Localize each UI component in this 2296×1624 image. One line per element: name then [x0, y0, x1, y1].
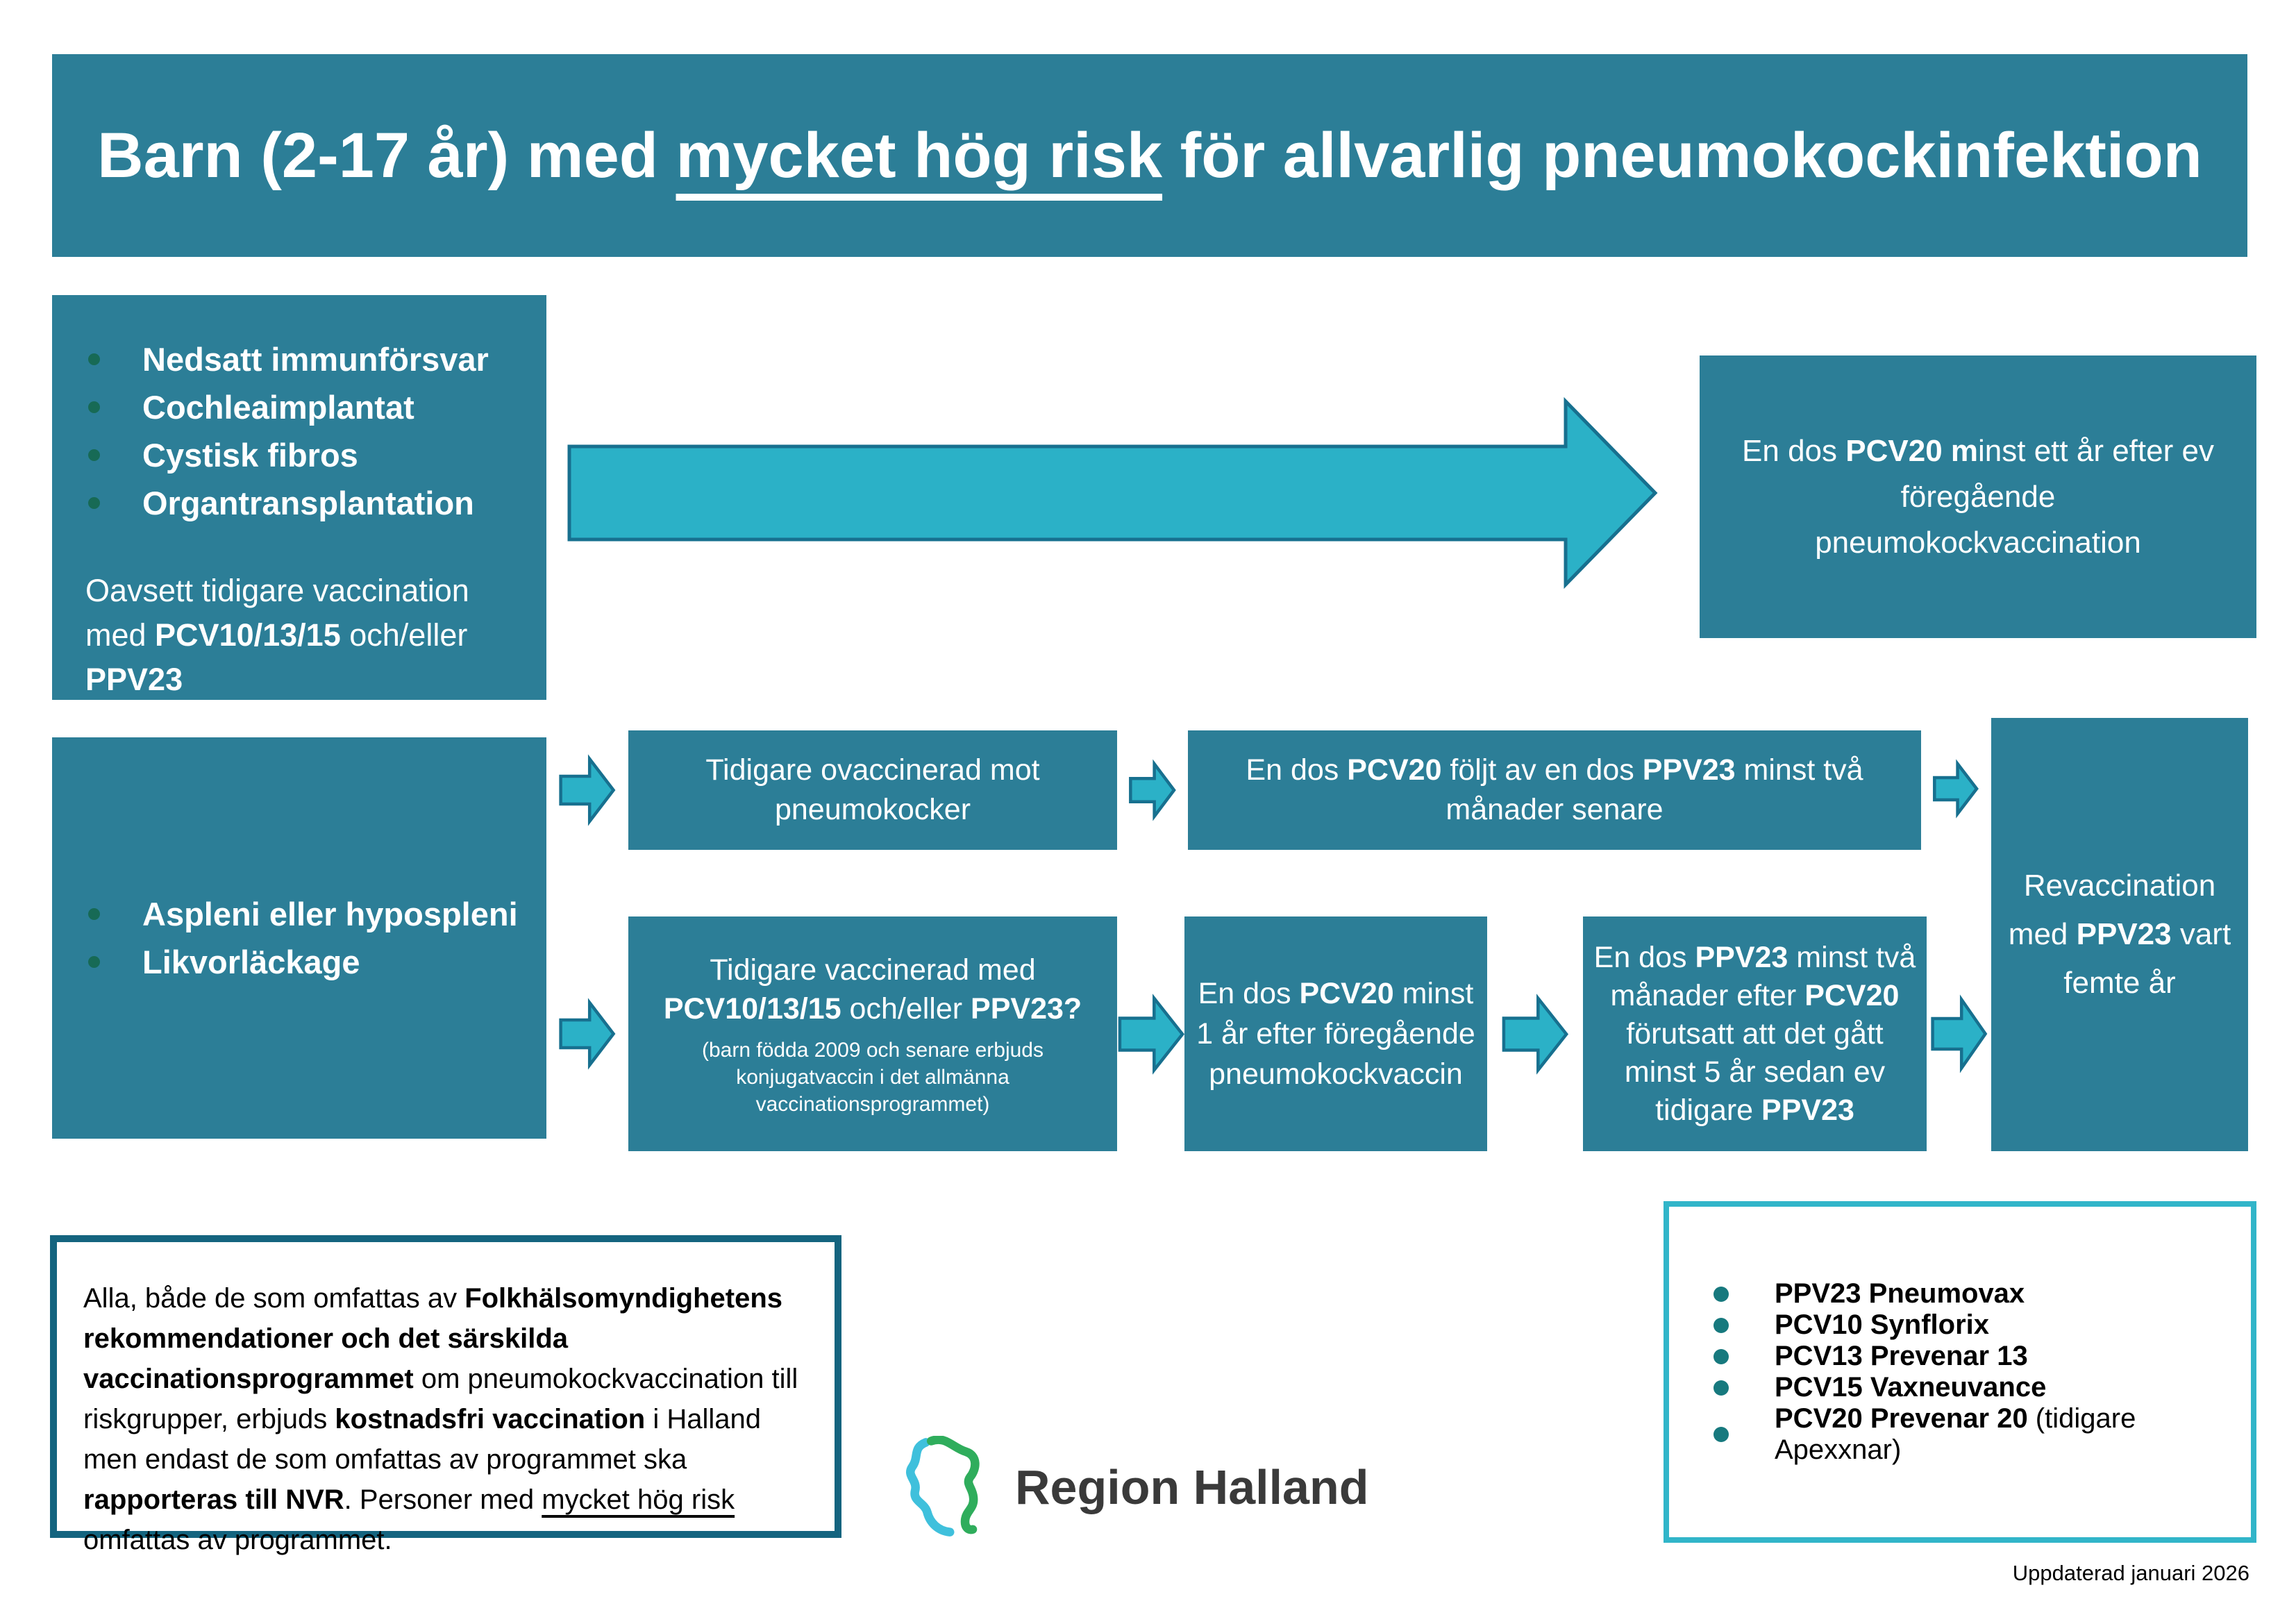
page-title [52, 54, 2247, 257]
flow-arrow-icon [1118, 994, 1184, 1074]
region-halland-logo [898, 1436, 1368, 1539]
list-item: PPV23 Pneumovax [1669, 1278, 2251, 1309]
flow-box-pcv20-one-year-after: En dos PCV20 minst 1 år efter föregående pneumokockvaccin [1184, 916, 1487, 1151]
title-underlined-phrase: mycket hög risk [676, 119, 1163, 191]
list-item: Organtransplantation [73, 479, 526, 527]
risk-bullet-list [73, 890, 526, 986]
region-halland-logo-text: Region Halland [1015, 1460, 1369, 1514]
flow-arrow-icon [560, 755, 615, 825]
risk-box-note: Oavsett tidigare vaccination med PCV10/13/15 och/eller PPV23 [85, 573, 469, 697]
list-item: Aspleni eller hypospleni [73, 890, 526, 938]
vaccine-legend-box [1664, 1201, 2256, 1543]
flow-arrow-icon [1502, 994, 1568, 1074]
vaccine-list [1669, 1278, 2251, 1466]
list-item: Cochleaimplantat [73, 383, 526, 431]
big-flow-arrow-icon [568, 396, 1658, 590]
note-underlined-phrase: mycket hög risk [542, 1484, 735, 1515]
list-item: PCV13 Prevenar 13 [1669, 1341, 2251, 1372]
page-title-text: Barn (2-17 år) med mycket hög risk för allvarlig pneumokockinfektion [97, 119, 2202, 191]
list-item: Likvorläckage [73, 938, 526, 986]
risk-bullet-list [73, 335, 526, 527]
list-item: Nedsatt immunförsvar [73, 335, 526, 383]
program-info-note: Alla, både de som omfattas av Folkhälsomyndighetens rekommendationer och det särskilda vaccinationsprogrammet om pneumokockvaccination till riskgrupper, erbjuds kostnadsfri vaccination i Halland men endast de som omfattas av programmet ska rapporteras till NVR. Personer med mycket hög risk omfattas av programmet. [50, 1235, 841, 1538]
updated-date: Uppdaterad januari 2026 [2012, 1561, 2249, 1585]
flow-arrow-icon [1130, 761, 1175, 819]
risk-group-box-aspleni [52, 737, 546, 1139]
list-item: PCV10 Synflorix [1669, 1309, 2251, 1341]
risk-group-box-immunocompromised [52, 295, 546, 700]
list-item: Cystisk fibros [73, 431, 526, 479]
list-item: PCV20 Prevenar 20 (tidigare Apexxnar) [1669, 1403, 2251, 1466]
flow-box-fine-print: (barn födda 2009 och senare erbjuds konjugatvaccin i det allmänna vaccinationsprogrammet) [701, 1038, 1044, 1116]
flow-box-pcv20-one-year: En dos PCV20 minst ett år efter ev föregående pneumokockvaccination [1700, 355, 2256, 638]
region-halland-logo-icon [898, 1436, 991, 1539]
flow-arrow-icon [560, 999, 615, 1069]
flow-box-previously-unvaccinated: Tidigare ovaccinerad mot pneumokocker [628, 730, 1117, 850]
flow-arrow-icon [1932, 996, 1987, 1072]
list-item: PCV15 Vaxneuvance [1669, 1372, 2251, 1403]
flow-box-pcv20-then-ppv23: En dos PCV20 följt av en dos PPV23 minst två månader senare [1188, 730, 1921, 850]
flow-arrow-icon [1934, 761, 1978, 817]
flow-box-previously-vaccinated: Tidigare vaccinerad med PCV10/13/15 och/eller PPV23? (barn födda 2009 och senare erbjuds konjugatvaccin i det allmänna vaccinationsprogrammet) [628, 916, 1117, 1151]
flow-box-ppv23-two-months: En dos PPV23 minst två månader efter PCV20 förutsatt att det gått minst 5 år sedan ev tidigare PPV23 [1583, 916, 1927, 1151]
flow-box-revaccination: Revaccination med PPV23 vart femte år [1991, 718, 2248, 1151]
